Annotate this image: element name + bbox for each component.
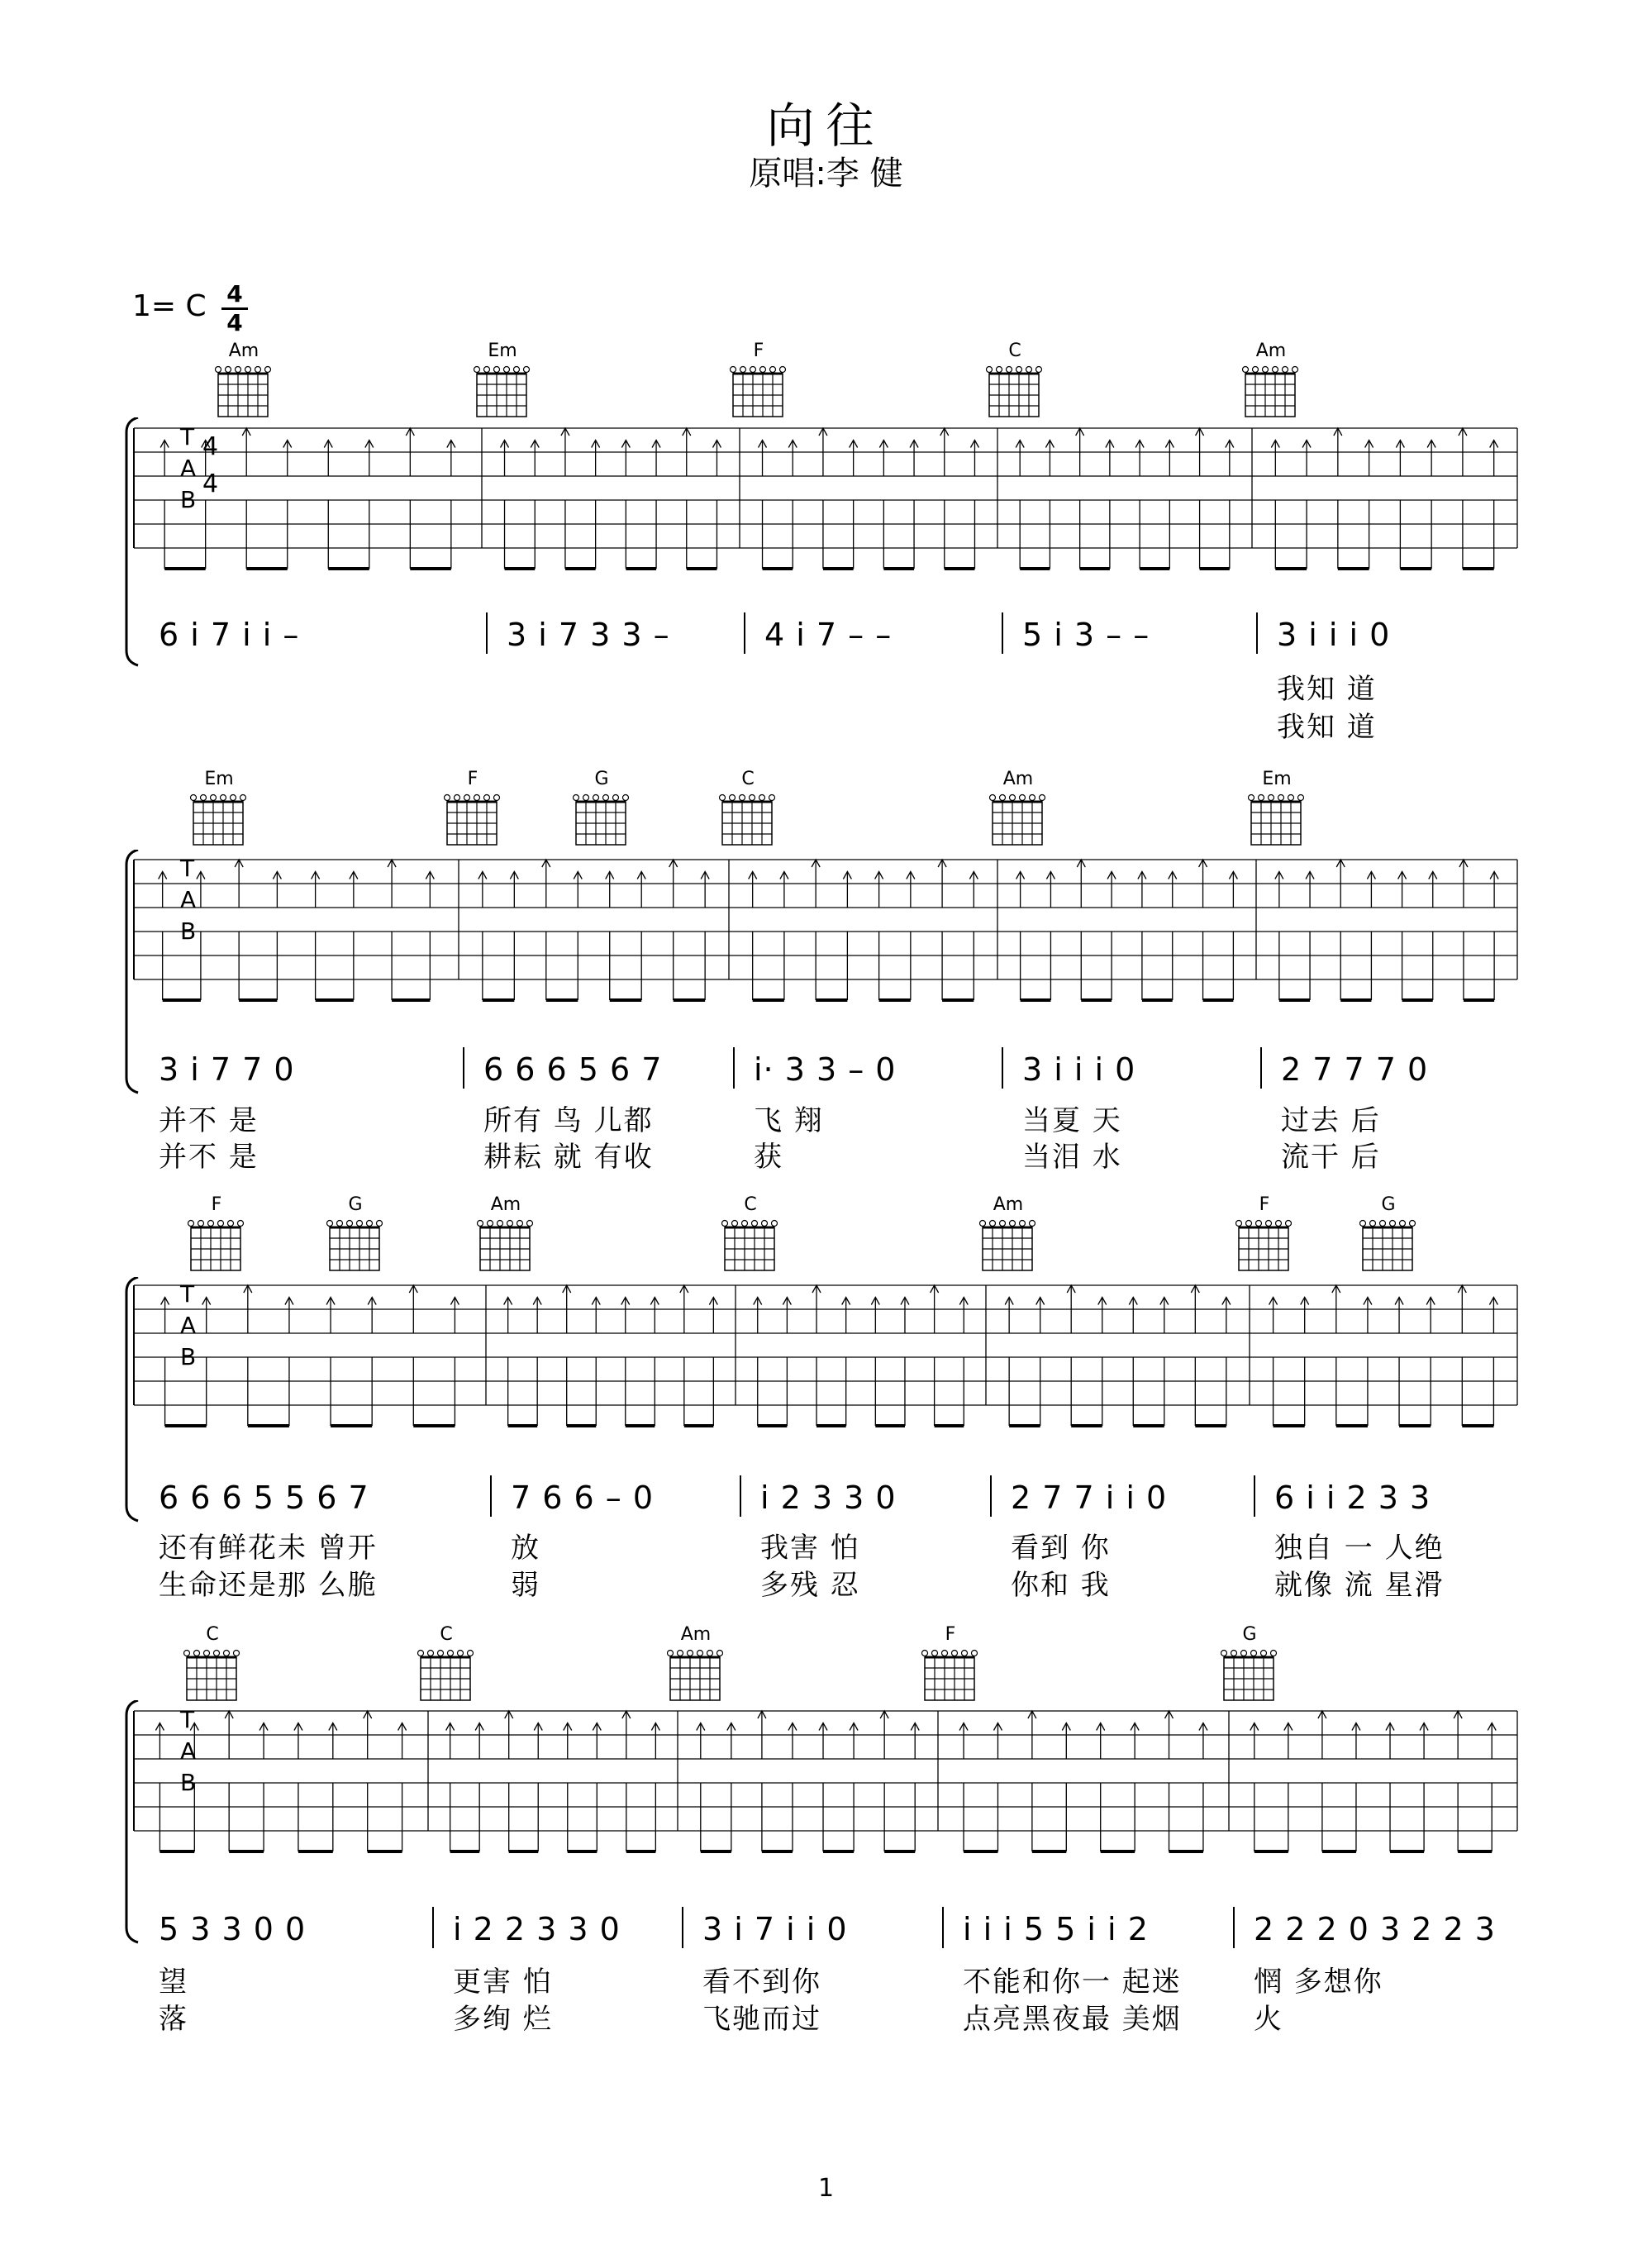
tab-staff	[0, 1260, 1652, 1438]
lyric-verse1: 飞 翔	[754, 1104, 824, 1137]
jianpu-barline	[486, 612, 488, 654]
lyric-verse2: 生命还是那 么脆	[159, 1569, 378, 1602]
chord-name: Am	[993, 1194, 1024, 1215]
lyric-verse1: 看到 你	[1011, 1532, 1111, 1565]
jianpu-barline	[1002, 612, 1003, 654]
chord-name: G	[1242, 1624, 1257, 1645]
jianpu-barline	[682, 1907, 683, 1948]
chord-name: Am	[1002, 769, 1034, 789]
tab-staff	[0, 835, 1652, 1013]
jianpu-barline	[744, 612, 745, 654]
lyric-verse1: 放	[511, 1532, 540, 1565]
jianpu-barline	[1254, 1475, 1255, 1517]
lyric-verse2: 获	[754, 1141, 783, 1174]
chord-name: Am	[228, 341, 259, 361]
jianpu-measure: 6 6 6 5 6 7	[483, 1051, 663, 1088]
jianpu-measure: i 2 2 3 3 0	[453, 1911, 621, 1947]
jianpu-measure: 6 6 6 5 5 6 7	[159, 1480, 369, 1516]
lyric-verse2: 耕耘 就 有收	[483, 1141, 654, 1174]
artist-credit: 原唱:李 健	[749, 155, 903, 193]
tab-letter: B	[180, 486, 197, 513]
jianpu-measure: i i i 5 5 i i 2	[963, 1911, 1149, 1947]
lyric-verse1: 独自 一 人绝	[1274, 1532, 1445, 1565]
tab-letter: T	[180, 1280, 195, 1308]
tab-letter: T	[180, 423, 195, 450]
lyric-verse2: 多绚 烂	[453, 2003, 553, 2036]
jianpu-barline	[1233, 1907, 1235, 1948]
tab-letter: A	[180, 886, 197, 913]
tab-letter: T	[180, 1706, 195, 1733]
chord-name: G	[1381, 1194, 1396, 1215]
chord-name: Em	[1262, 769, 1292, 789]
jianpu-measure: 4 i 7 – –	[764, 617, 893, 653]
jianpu-measure: 5 3 3 0 0	[159, 1911, 307, 1947]
lyric-verse2: 你和 我	[1011, 1569, 1111, 1602]
system-bracket	[120, 1277, 145, 1537]
jianpu-measure: 2 7 7 i i 0	[1011, 1480, 1168, 1516]
lyric-verse2: 就像 流 星滑	[1274, 1569, 1445, 1602]
jianpu-barline	[1002, 1047, 1003, 1089]
chord-name: G	[348, 1194, 363, 1215]
key-signature: 1= C	[132, 289, 207, 323]
lyric-verse2: 火	[1254, 2003, 1283, 2036]
system-bracket	[120, 1700, 145, 1959]
lyric-verse1: 看不到你	[702, 1966, 821, 1999]
chord-name: F	[1259, 1194, 1270, 1215]
time-signature-top: 4	[226, 280, 243, 307]
jianpu-measure: 3 i 7 7 0	[159, 1051, 295, 1088]
chord-name: C	[1008, 341, 1021, 361]
tab-letter: A	[180, 455, 197, 482]
chord-name: G	[594, 769, 609, 789]
chord-name: Em	[488, 341, 517, 361]
lyric-verse1: 我害 怕	[760, 1532, 860, 1565]
jianpu-barline	[990, 1475, 992, 1517]
tab-letter: B	[180, 917, 197, 945]
lyric-verse1: 过去 后	[1281, 1104, 1381, 1137]
jianpu-measure: 5 i 3 – –	[1022, 617, 1150, 653]
jianpu-measure: 7 6 6 – 0	[511, 1480, 655, 1516]
chord-name: Am	[680, 1624, 712, 1645]
jianpu-barline	[942, 1907, 944, 1948]
tab-letter: A	[180, 1737, 197, 1765]
chord-name: C	[741, 769, 755, 789]
tab-letter: B	[180, 1769, 197, 1796]
jianpu-measure: 3 i 7 i i 0	[702, 1911, 848, 1947]
lyric-verse1: 惘 多想你	[1254, 1966, 1383, 1999]
lyric-verse1: 更害 怕	[453, 1966, 553, 1999]
chord-name: F	[467, 769, 478, 789]
tab-letter: B	[180, 1343, 197, 1370]
jianpu-barline	[490, 1475, 492, 1517]
lyric-verse1: 并不 是	[159, 1104, 259, 1137]
jianpu-measure: 2 2 2 0 3 2 2 3	[1254, 1911, 1496, 1947]
chord-name: Am	[490, 1194, 521, 1215]
chord-name: C	[744, 1194, 757, 1215]
lyric-verse1: 不能和你一 起迷	[963, 1966, 1182, 1999]
jianpu-barline	[1256, 612, 1258, 654]
lyric-verse1: 我知 道	[1277, 673, 1377, 706]
chord-name: Em	[204, 769, 234, 789]
tab-staff	[0, 403, 1652, 581]
chord-name: C	[440, 1624, 453, 1645]
jianpu-measure: i 2 3 3 0	[760, 1480, 897, 1516]
jianpu-barline	[733, 1047, 735, 1089]
chord-name: C	[206, 1624, 219, 1645]
tab-letter: A	[180, 1312, 197, 1339]
system-bracket	[120, 417, 145, 682]
jianpu-barline	[432, 1907, 434, 1948]
lyric-verse1: 望	[159, 1966, 188, 1999]
lyric-verse1: 还有鲜花未 曾开	[159, 1532, 378, 1565]
chord-name: Am	[1255, 341, 1287, 361]
lyric-verse2: 弱	[511, 1569, 540, 1602]
jianpu-measure: 2 7 7 7 0	[1281, 1051, 1429, 1088]
lyric-verse2: 当泪 水	[1022, 1141, 1122, 1174]
chord-name: F	[211, 1194, 222, 1215]
tab-letter: T	[180, 855, 195, 882]
jianpu-measure: 3 i i i 0	[1277, 617, 1391, 653]
page-number: 1	[817, 2174, 835, 2203]
time-signature-bottom: 4	[226, 309, 243, 336]
jianpu-measure: 3 i 7 3 3 –	[507, 617, 670, 653]
lyric-verse2: 流干 后	[1281, 1141, 1381, 1174]
tab-time-signature: 4	[202, 469, 219, 498]
lyric-verse2: 多残 忍	[760, 1569, 860, 1602]
lyric-verse2: 并不 是	[159, 1141, 259, 1174]
jianpu-barline	[463, 1047, 464, 1089]
time-signature	[221, 280, 248, 336]
jianpu-measure: i· 3 3 – 0	[754, 1051, 897, 1088]
jianpu-barline	[740, 1475, 741, 1517]
lyric-verse2: 点亮黑夜最 美烟	[963, 2003, 1182, 2036]
jianpu-measure: 6 i 7 i i –	[159, 617, 300, 653]
system-bracket	[120, 850, 145, 1109]
lyric-verse2: 我知 道	[1277, 711, 1377, 744]
tab-staff	[0, 1686, 1652, 1864]
song-title: 向往	[766, 98, 886, 154]
tab-time-signature: 4	[202, 432, 219, 461]
jianpu-barline	[1260, 1047, 1262, 1089]
jianpu-measure: 3 i i i 0	[1022, 1051, 1136, 1088]
lyric-verse2: 飞驰而过	[702, 2003, 821, 2036]
jianpu-measure: 6 i i 2 3 3	[1274, 1480, 1431, 1516]
lyric-verse1: 所有 鸟 儿都	[483, 1104, 654, 1137]
chord-name: F	[945, 1624, 956, 1645]
chord-name: F	[753, 341, 764, 361]
lyric-verse1: 当夏 天	[1022, 1104, 1122, 1137]
lyric-verse2: 落	[159, 2003, 188, 2036]
